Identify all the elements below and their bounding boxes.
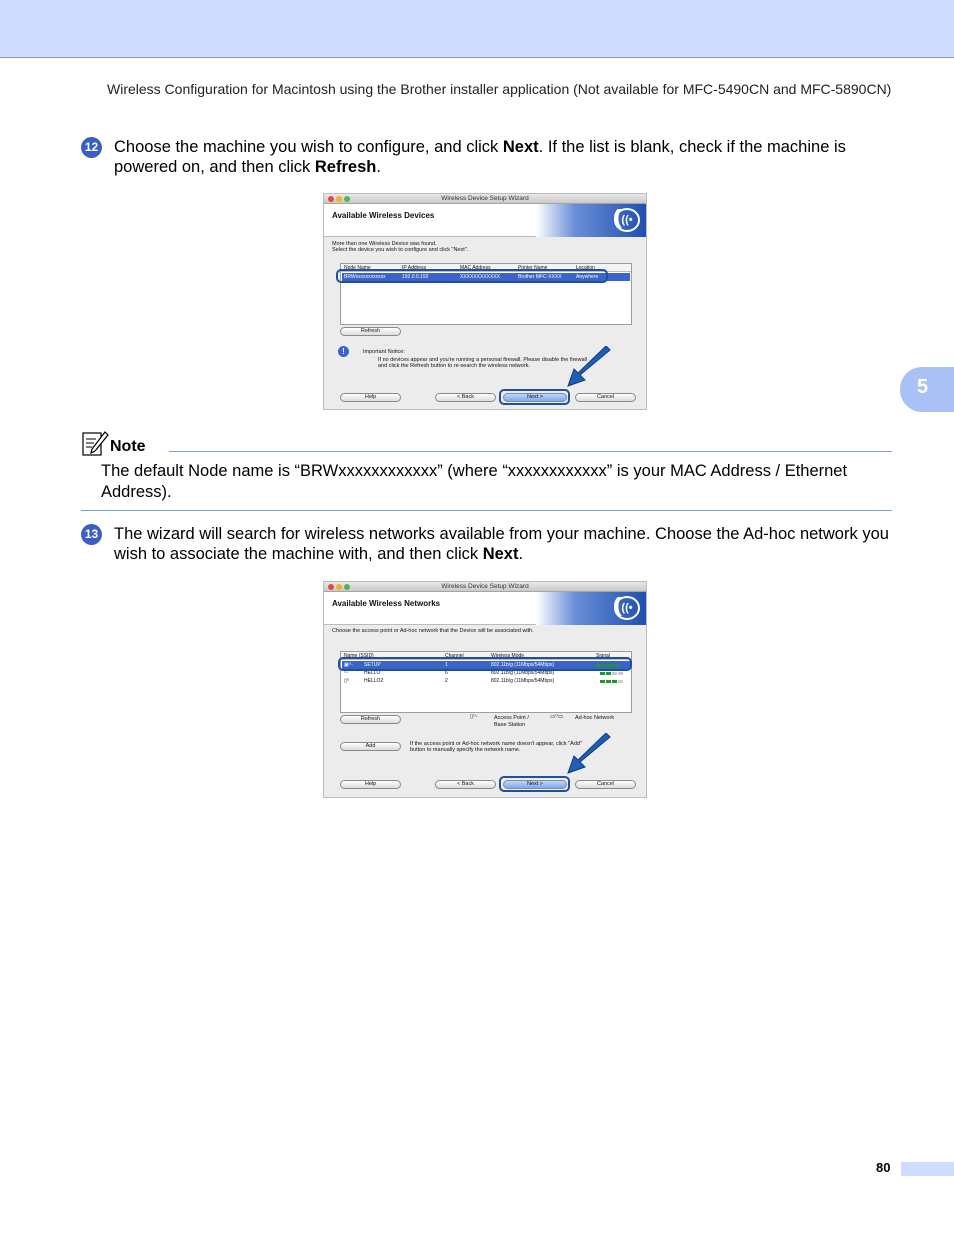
pointer-arrow-icon (566, 733, 614, 777)
step-12 (81, 137, 893, 177)
notice-line-2: and click the Refresh button to re-search the wireless network. (378, 363, 530, 369)
window-titlebar (324, 194, 646, 204)
step-text: The wizard will search for wireless networks available from your machine. Choose the Ad-hoc network you wish to associate the machine with, and then click Next. (114, 525, 889, 563)
cell-mode: 802.11b/g (11Mbps/54Mbps) (491, 662, 555, 668)
table-row[interactable] (342, 677, 630, 685)
next-button-highlight (499, 389, 570, 405)
step-13 (81, 524, 893, 564)
step-number: 12 (81, 137, 102, 158)
refresh-button[interactable]: Refresh (340, 715, 401, 724)
selection-highlight (338, 657, 632, 671)
refresh-button[interactable]: Refresh (340, 327, 401, 336)
signal-strength-icon (600, 679, 624, 684)
cell-channel: 1 (445, 662, 448, 668)
window-title: Wireless Device Setup Wizard (441, 195, 529, 202)
page-number: 80 (876, 1160, 891, 1175)
window-titlebar (324, 582, 646, 592)
cancel-button[interactable]: Cancel (575, 393, 636, 402)
add-button[interactable]: Add (340, 742, 401, 751)
cell-ip-address: 192.0.0.192 (402, 274, 429, 280)
column-header[interactable]: Channel (445, 653, 464, 659)
help-button[interactable]: Help (340, 780, 401, 789)
wireless-logo-icon: ((• (614, 208, 640, 232)
notice-line-1: If no devices appear and you're running a personal firewall. Please disable the firewall (378, 357, 587, 363)
intro-line-2: Select the device you wish to configure and click "Next". (332, 247, 469, 253)
legend-access-point-icon: ▯⁽⁾◦ (470, 714, 478, 720)
column-header[interactable]: Location (576, 265, 595, 271)
back-button[interactable]: < Back (435, 780, 496, 789)
note-label: Note (110, 438, 146, 455)
column-header[interactable]: Printer Name (518, 265, 548, 271)
page-number-tab (901, 1162, 954, 1176)
note-divider (169, 451, 892, 452)
header-band (0, 0, 954, 58)
warning-icon: ! (338, 346, 349, 357)
dialog-heading: Available Wireless Devices (332, 211, 435, 220)
adhoc-icon: ▣⁽⁾◦ (344, 662, 353, 668)
cell-node-name: BRWxxxxxxxxxxxx (344, 274, 386, 280)
back-button[interactable]: < Back (435, 393, 496, 402)
column-header[interactable]: Node Name (344, 265, 371, 271)
dialog-heading: Available Wireless Networks (332, 599, 441, 608)
access-point-icon: ⁽⁾◦ (344, 670, 349, 676)
column-header[interactable]: IP Address (402, 265, 427, 271)
help-button[interactable]: Help (340, 393, 401, 402)
cell-ssid: SETUP (364, 662, 381, 668)
screenshot-available-devices (323, 193, 647, 410)
legend-base-station: Base Station (494, 722, 526, 728)
cell-printer-name: Brother MFC-XXXX (518, 274, 562, 280)
cell-channel: 6 (445, 670, 448, 676)
wizard-banner (324, 592, 646, 625)
cancel-button[interactable]: Cancel (575, 780, 636, 789)
wireless-banner-art (536, 204, 646, 237)
notice-title: Important Notice: (363, 349, 405, 355)
intro-line: Choose the access point or Ad-hoc network that the Device will be associated with. (332, 628, 534, 634)
pointer-arrow-icon (566, 346, 614, 390)
intro-line-1: More than one Wireless Device was found. (332, 241, 437, 247)
legend-adhoc-icon: ▭⁽⁾▭ (550, 714, 564, 720)
signal-strength-icon (600, 671, 624, 676)
next-button[interactable]: Next > (503, 393, 567, 402)
cell-mode: 802.11b/g (11Mbps/54Mbps) (491, 670, 555, 676)
add-hint-line-2: button to manually specify the network name. (410, 747, 521, 753)
cell-channel: 2 (445, 678, 448, 684)
wifi-wave-icon: ((((( (612, 207, 616, 229)
column-header[interactable]: Name (SSID) (344, 653, 374, 659)
add-hint-line-1: If the access point or Ad-hoc network name doesn't appear, click "Add" (410, 741, 582, 747)
legend-adhoc: Ad-hoc Network (575, 715, 615, 721)
wifi-wave-icon: ((((( (612, 595, 616, 617)
access-point-icon: ▯⁽⁾ (344, 678, 350, 684)
selection-highlight (336, 269, 608, 283)
note-text: The default Node name is “BRWxxxxxxxxxxxx” (where “xxxxxxxxxxxx” is your MAC Address / Ethernet Address). (101, 462, 848, 501)
cell-mac-address: XXXXXXXXXXXX (460, 274, 501, 280)
wireless-banner-art (536, 592, 646, 625)
cell-ssid: HELLO2 (364, 678, 384, 684)
note-divider (81, 510, 892, 511)
next-button-highlight (499, 776, 570, 792)
screenshot-available-networks (323, 581, 647, 798)
legend-access-point: Access Point / (494, 715, 529, 721)
next-button[interactable]: Next > (503, 780, 567, 789)
running-header: Wireless Configuration for Macintosh using the Brother installer application (Not available for MFC-5490CN and MFC-5890CN) (107, 81, 892, 97)
cell-ssid: HELLO (364, 670, 381, 676)
wizard-banner (324, 204, 646, 237)
wireless-logo-icon: ((• (614, 596, 640, 620)
step-text: Choose the machine you wish to configure, and click Next. If the list is blank, check if the machine is powered on, and then click Refresh. (114, 138, 846, 176)
column-header[interactable]: MAC Address (460, 265, 491, 271)
cell-location: Anywhere (576, 274, 599, 280)
column-header[interactable]: Signal (596, 653, 610, 659)
column-header[interactable]: Wireless Mode (491, 653, 525, 659)
step-number: 13 (81, 524, 102, 545)
note-pencil-icon (81, 430, 109, 458)
chapter-tab: 5 (900, 367, 954, 412)
window-title: Wireless Device Setup Wizard (441, 583, 529, 590)
cell-mode: 802.11b/g (11Mbps/54Mbps) (491, 678, 555, 684)
